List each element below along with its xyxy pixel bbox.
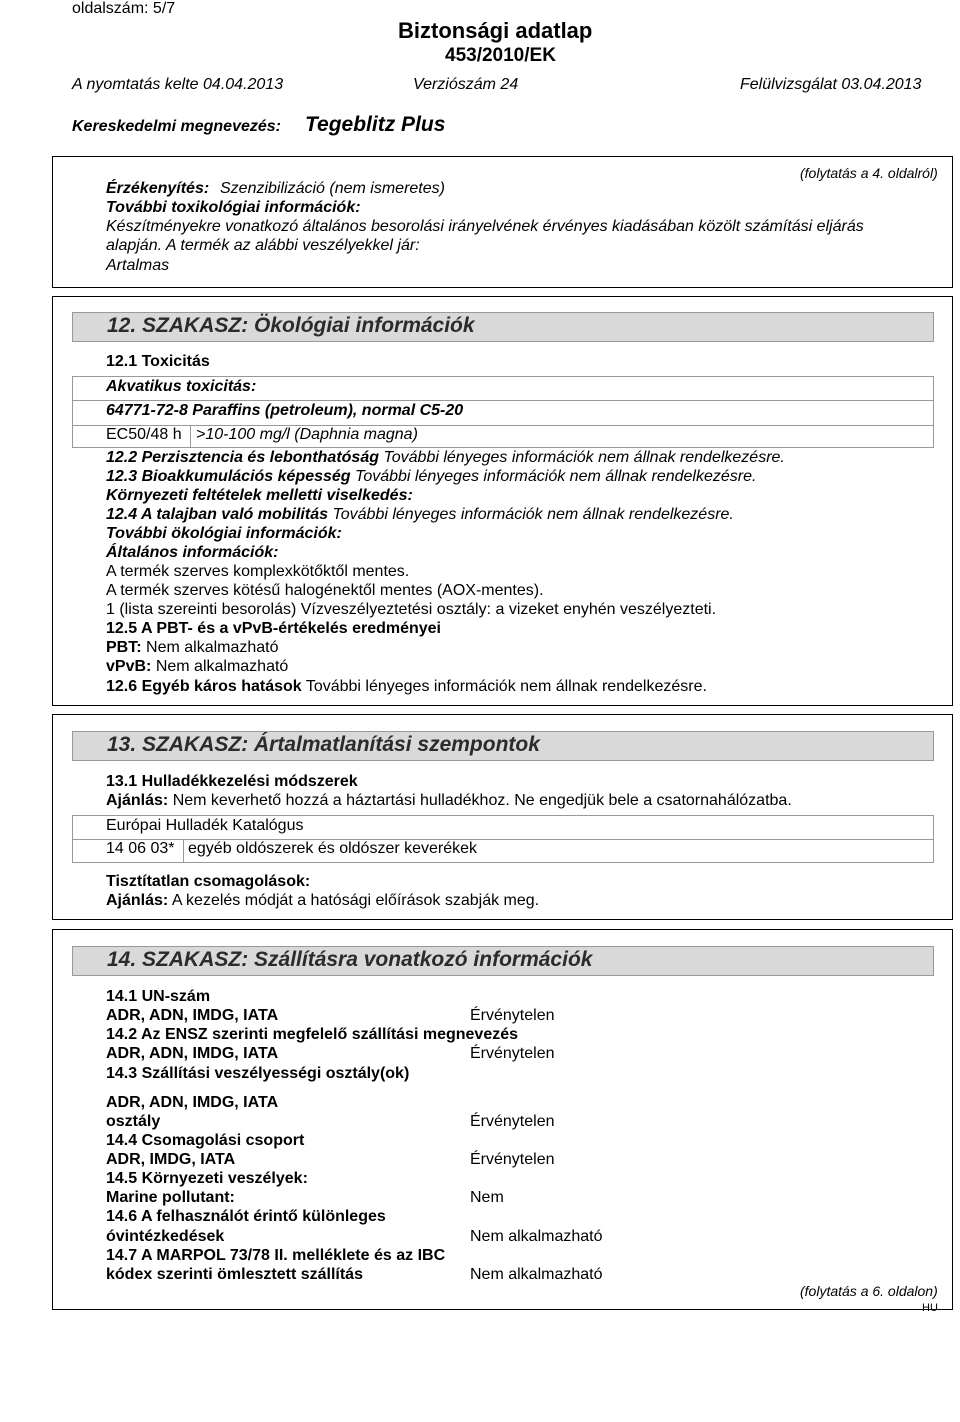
transport-row-left: kódex szerinti ömlesztett szállítás xyxy=(106,1266,363,1283)
section-14-band xyxy=(72,946,934,976)
s131-heading: 13.1 Hulladékkezelési módszerek xyxy=(106,773,358,790)
s124-value: További lényeges információk nem állnak rendelkezésre. xyxy=(332,506,734,523)
transport-row-left: ADR, ADN, IMDG, IATA xyxy=(106,1045,279,1062)
transport-row-left: 14.2 Az ENSZ szerinti megfelelő szállítási megnevezés xyxy=(106,1026,519,1043)
transport-row-right: Nem alkalmazható xyxy=(470,1266,603,1283)
pbt-value: Nem alkalmazható xyxy=(146,639,279,656)
s123-label: 12.3 Bioakkumulációs képesség xyxy=(106,468,351,485)
uncleaned-packaging-label: Tisztítatlan csomagolások: xyxy=(106,873,311,890)
s125-heading: 12.5 A PBT- és a vPvB-értékelés eredményei xyxy=(106,620,441,637)
s122-label: 12.2 Perzisztencia és lebonthatóság xyxy=(106,449,379,466)
toxicology-line3: Artalmas xyxy=(106,257,170,274)
s126-value: További lényeges információk nem állnak rendelkezésre. xyxy=(305,678,707,695)
substance: 64771-72-8 Paraffins (petroleum), normal C5-20 xyxy=(106,402,464,419)
transport-row-right: Érvénytelen xyxy=(470,1007,555,1024)
regulation: 453/2010/EK xyxy=(445,45,556,66)
transport-row-left: osztály xyxy=(106,1113,161,1130)
sensitization-label: Érzékenyítés: xyxy=(106,180,210,197)
revision-date: Felülvizsgálat 03.04.2013 xyxy=(740,76,922,93)
transport-row-right: Érvénytelen xyxy=(470,1113,555,1130)
page-number: oldalszám: 5/7 xyxy=(72,0,176,17)
section-13-band xyxy=(72,731,934,761)
recommendation-value: Nem keverhető hozzá a háztartási hulladékhoz. Ne engedjük bele a csatornahálózatba. xyxy=(172,792,792,809)
continuation-from: (folytatás a 4. oldalról) xyxy=(800,165,938,181)
s123-value: További lényeges információk nem állnak rendelkezésre. xyxy=(355,468,757,485)
general-line1: A termék szerves komplexkötőktől mentes. xyxy=(106,563,410,580)
section-12-title: 12. SZAKASZ: Ökológiai információk xyxy=(107,314,475,337)
waste-code: 14 06 03* xyxy=(106,840,175,857)
trade-name-label: Kereskedelmi megnevezés: xyxy=(72,118,281,135)
toxicology-label: További toxikológiai információk: xyxy=(106,199,361,216)
env-behavior-label: Környezeti feltételek melletti viselkedés: xyxy=(106,487,413,504)
transport-row-right: Érvénytelen xyxy=(470,1045,555,1062)
transport-row-left: ADR, ADN, IMDG, IATA xyxy=(106,1094,279,1111)
transport-row-left: ADR, ADN, IMDG, IATA xyxy=(106,1007,279,1024)
further-eco-label: További ökológiai információk: xyxy=(106,525,342,542)
continuation-to: (folytatás a 6. oldalon) xyxy=(800,1283,938,1299)
transport-row-left: Marine pollutant: xyxy=(106,1189,235,1206)
waste-code-description: egyéb oldószerek és oldószer keverékek xyxy=(188,840,478,857)
ec50-label: EC50/48 h xyxy=(106,426,182,443)
trade-name: Tegeblitz Plus xyxy=(305,113,446,136)
sensitization-value: Szenzibilizáció (nem ismeretes) xyxy=(220,180,445,197)
transport-row-right: Nem alkalmazható xyxy=(470,1228,603,1245)
s122-value: További lényeges információk nem állnak rendelkezésre. xyxy=(383,449,785,466)
transport-row-left: 14.3 Szállítási veszélyességi osztály(ok) xyxy=(106,1065,410,1082)
transport-row-left: 14.1 UN-szám xyxy=(106,988,211,1005)
waste-catalog-label: Európai Hulladék Katalógus xyxy=(106,817,304,834)
s124-label: 12.4 A talajban való mobilitás xyxy=(106,506,328,523)
toxicology-line2: alapján. A termék az alábbi veszélyekkel jár: xyxy=(106,237,420,254)
pbt-label: PBT: xyxy=(106,639,142,656)
section-12-band xyxy=(72,312,934,342)
ec50-value: >10-100 mg/l (Daphnia magna) xyxy=(196,426,418,443)
vpvb-label: vPvB: xyxy=(106,658,152,675)
s121-heading: 12.1 Toxicitás xyxy=(106,353,210,370)
transport-row-right: Érvénytelen xyxy=(470,1151,555,1168)
transport-row-left: 14.4 Csomagolási csoport xyxy=(106,1132,305,1149)
recommendation2-value: A kezelés módját a hatósági előírások szabják meg. xyxy=(171,892,540,909)
print-date: A nyomtatás kelte 04.04.2013 xyxy=(72,76,284,93)
general-info-label: Általános információk: xyxy=(106,544,279,561)
s126-label: 12.6 Egyéb káros hatások xyxy=(106,678,302,695)
vpvb-value: Nem alkalmazható xyxy=(155,658,289,675)
language-code: HU xyxy=(922,1302,938,1314)
aquatic-label: Akvatikus toxicitás: xyxy=(106,378,257,395)
transport-row-left: óvintézkedések xyxy=(106,1228,225,1245)
recommendation2-label: Ajánlás: xyxy=(106,892,169,909)
version: Verziószám 24 xyxy=(413,76,519,93)
section-13-title: 13. SZAKASZ: Ártalmatlanítási szempontok xyxy=(107,733,540,756)
recommendation-label: Ajánlás: xyxy=(106,792,169,809)
transport-row-left: 14.6 A felhasználót érintő különleges xyxy=(106,1208,386,1225)
general-line3: 1 (lista szereinti besorolás) Vízveszélyeztetési osztály: a vizeket enyhén veszélyezteti. xyxy=(106,601,717,618)
transport-row-left: 14.7 A MARPOL 73/78 II. melléklete és az IBC xyxy=(106,1247,446,1264)
transport-row-left: 14.5 Környezeti veszélyek: xyxy=(106,1170,308,1187)
transport-row-left: ADR, IMDG, IATA xyxy=(106,1151,236,1168)
document-title: Biztonsági adatlap xyxy=(398,18,593,43)
toxicology-line1: Készítményekre vonatkozó általános besorolási irányelvének érvényes kiadásában közölt számítási eljárás xyxy=(106,218,864,235)
section-14-title: 14. SZAKASZ: Szállításra vonatkozó információk xyxy=(107,948,593,971)
general-line2: A termék szerves kötésű halogénektől mentes (AOX-mentes). xyxy=(106,582,544,599)
transport-row-right: Nem xyxy=(470,1189,504,1206)
